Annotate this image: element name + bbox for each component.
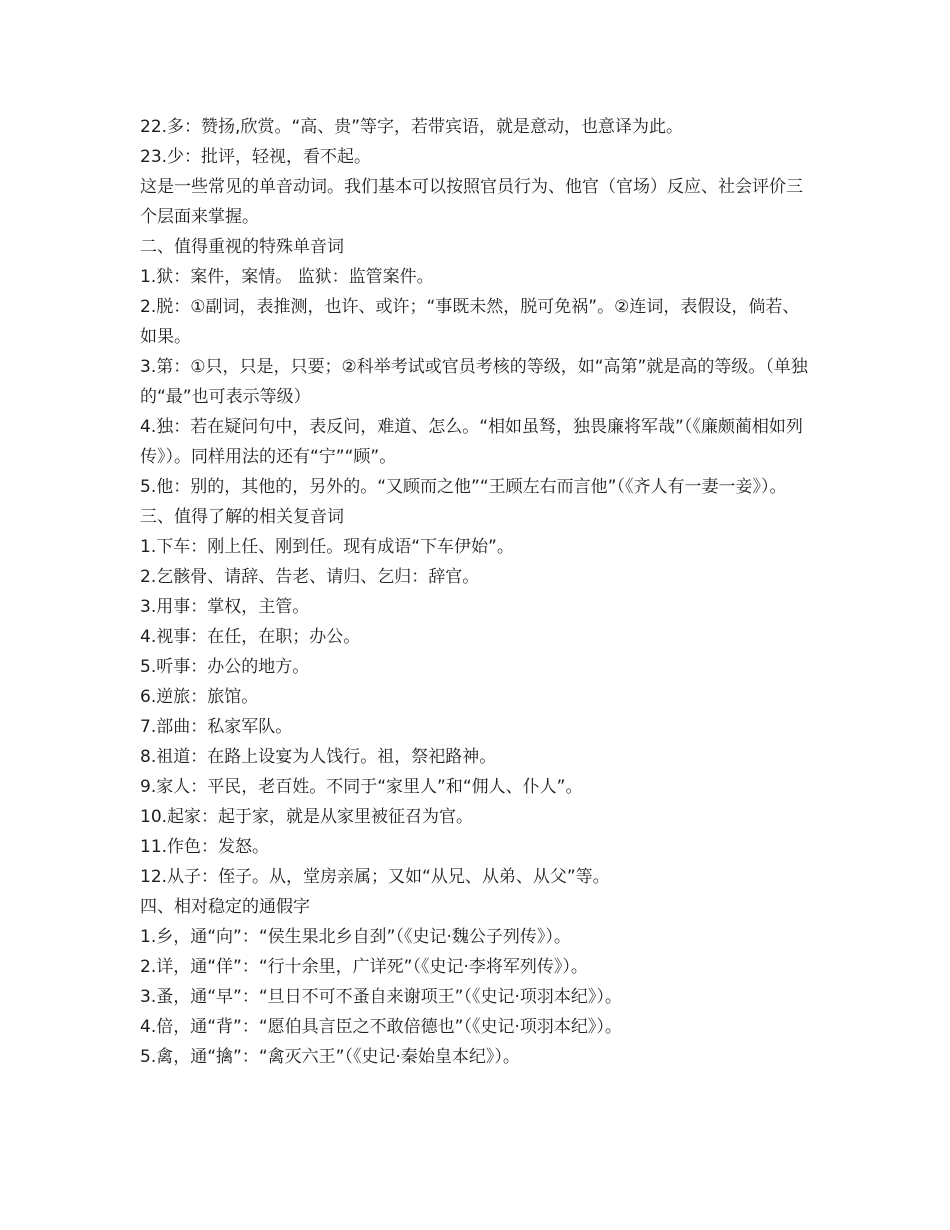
item-11-zuose: 11.作色：发怒。 xyxy=(140,837,270,857)
item-4-du: 4.独：若在疑问句中，表反问，难道、怎么。“相如虽驽，独畏廉将军哉”（《廉颇蔺相如列传》）。同样用法的还有“宁”“顾”。 xyxy=(140,417,803,467)
summary-paragraph: 这是一些常见的单音动词。我们基本可以按照官员行为、他官（官场）反应、社会评价三个层面来掌握。 xyxy=(140,177,803,227)
item-23-shao: 23.少：批评，轻视，看不起。 xyxy=(140,147,372,167)
item-5-tingshi: 5.听事：办公的地方。 xyxy=(140,657,310,677)
item-3-zao: 3.蚤，通“早”：“旦日不可不蚤自来谢项王”（《史记·项羽本纪》）。 xyxy=(140,987,622,1007)
item-5-ta: 5.他：别的，其他的，另外的。“又顾而之他”“王顾左右而言他”（《齐人有一妻一妾》）。 xyxy=(140,477,787,497)
item-12-congzi: 12.从子：侄子。从，堂房亲属；又如“从兄、从弟、从父”等。 xyxy=(140,867,610,887)
item-2-qihaigu: 2.乞骸骨、请辞、告老、请归、乞归：辞官。 xyxy=(140,567,480,587)
item-1-xiang: 1.乡，通“向”：“侯生果北乡自刭”（《史记·魏公子列传》）。 xyxy=(140,927,571,947)
item-9-jiaren: 9.家人：平民，老百姓。不同于“家里人”和“佣人、仆人”。 xyxy=(140,777,583,797)
section-heading-4: 四、相对稳定的通假字 xyxy=(140,897,310,917)
item-3-di: 3.第：①只，只是，只要；②科举考试或官员考核的等级，如“高第”就是高的等级。（单独的“最”也可表示等级） xyxy=(140,357,808,407)
section-heading-3: 三、值得了解的相关复音词 xyxy=(140,507,344,527)
item-1-xiache: 1.下车：刚上任、刚到任。现有成语“下车伊始”。 xyxy=(140,537,514,557)
item-1-yu: 1.狱：案件，案情。 监狱：监管案件。 xyxy=(140,267,434,287)
item-2-tuo: 2.脱：①副词，表推测，也许、或许；“事既未然，脱可免祸”。②连词，表假设，倘若、如果。 xyxy=(140,297,800,347)
item-3-yongshi: 3.用事：掌权，主管。 xyxy=(140,597,310,617)
item-2-xiang-yang: 2.详，通“佯”：“行十余里，广详死”（《史记·李将军列传》）。 xyxy=(140,957,588,977)
item-8-zudao: 8.祖道：在路上设宴为人饯行。祖，祭祀路神。 xyxy=(140,747,497,767)
item-22-duo: 22.多：赞扬,欣赏。“高、贵”等字，若带宾语，就是意动，也意译为此。 xyxy=(140,117,684,137)
item-7-buqu: 7.部曲：私家军队。 xyxy=(140,717,293,737)
document-body xyxy=(140,112,815,1072)
section-heading-2: 二、值得重视的特殊单音词 xyxy=(140,237,344,257)
item-10-qijia: 10.起家：起于家，就是从家里被征召为官。 xyxy=(140,807,474,827)
item-4-shishi: 4.视事：在任，在职；办公。 xyxy=(140,627,361,647)
item-5-qin: 5.禽，通“擒”：“禽灭六王”（《史记·秦始皇本纪》）。 xyxy=(140,1047,520,1067)
item-4-bei: 4.倍，通“背”：“愿伯具言臣之不敢倍德也”（《史记·项羽本纪》）。 xyxy=(140,1017,622,1037)
item-6-nilv: 6.逆旅：旅馆。 xyxy=(140,687,259,707)
